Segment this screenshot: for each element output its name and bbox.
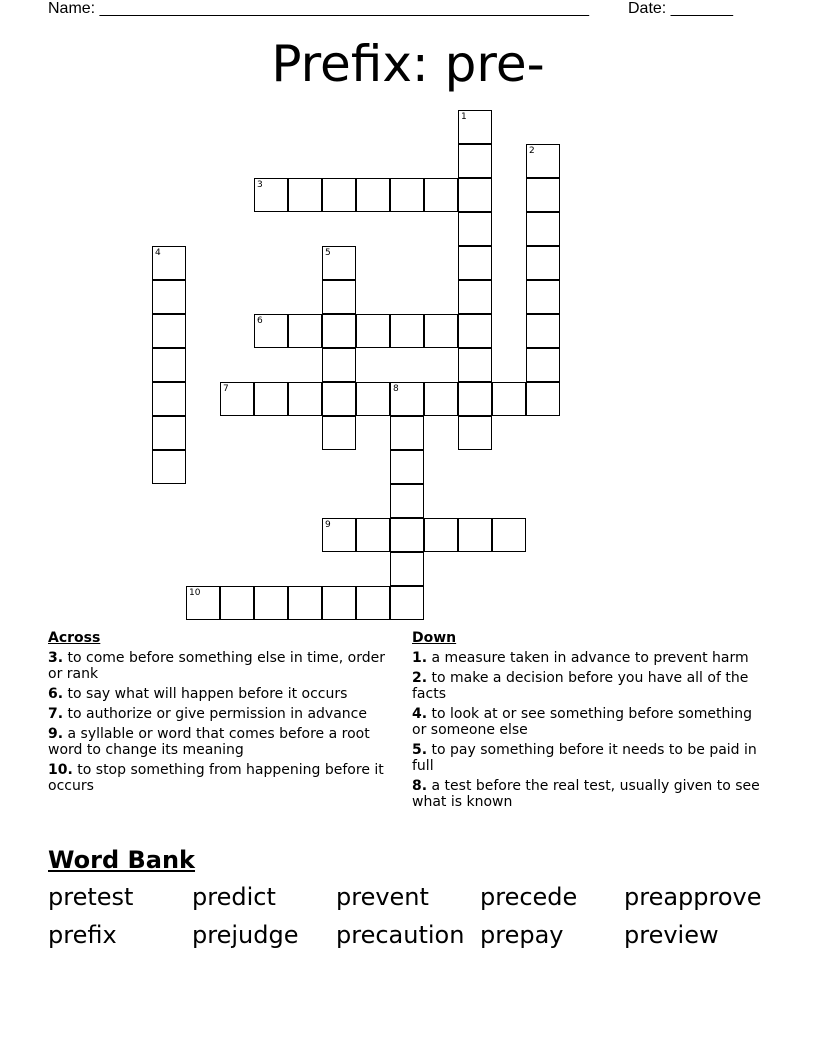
crossword-cell[interactable] — [424, 314, 458, 348]
word-bank-word: precede — [480, 883, 578, 911]
down-heading: Down — [412, 630, 457, 646]
crossword-cell[interactable] — [322, 586, 356, 620]
clue-number-label: 5 — [325, 248, 331, 258]
crossword-cell[interactable] — [322, 246, 356, 280]
crossword-cell[interactable] — [458, 144, 492, 178]
clue-number: 10. — [48, 762, 73, 778]
crossword-cell[interactable] — [390, 382, 424, 416]
crossword-cell[interactable] — [254, 586, 288, 620]
clue-number: 2. — [412, 670, 428, 686]
clue-down-1 — [412, 650, 762, 666]
crossword-cell[interactable] — [458, 382, 492, 416]
word-bank-word: prepay — [480, 921, 564, 949]
word-bank-word: prefix — [48, 921, 117, 949]
crossword-cell[interactable] — [526, 246, 560, 280]
crossword-cell[interactable] — [152, 450, 186, 484]
crossword-cell[interactable] — [526, 314, 560, 348]
crossword-cell[interactable] — [356, 586, 390, 620]
clue-number: 4. — [412, 706, 428, 722]
clue-number-label: 3 — [257, 180, 263, 190]
clue-number-label: 10 — [189, 588, 201, 598]
crossword-cell[interactable] — [424, 382, 458, 416]
clue-number-label: 8 — [393, 384, 399, 394]
crossword-cell[interactable] — [458, 280, 492, 314]
crossword-cell[interactable] — [424, 518, 458, 552]
crossword-cell[interactable] — [390, 484, 424, 518]
clue-text: a test before the real test, usually given to see what is known — [412, 778, 760, 810]
crossword-cell[interactable] — [356, 518, 390, 552]
crossword-cell[interactable] — [526, 178, 560, 212]
crossword-cell[interactable] — [322, 416, 356, 450]
word-bank-word: predict — [192, 883, 276, 911]
across-clues — [48, 630, 398, 798]
word-bank-word: preapprove — [624, 883, 762, 911]
clue-text: to make a decision before you have all of the facts — [412, 670, 749, 702]
crossword-cell[interactable] — [220, 382, 254, 416]
word-bank-title: Word Bank — [48, 846, 196, 874]
clue-across-9 — [48, 726, 398, 758]
clue-text: a syllable or word that comes before a root word to change its meaning — [48, 726, 370, 758]
crossword-cell[interactable] — [458, 110, 492, 144]
clue-number: 1. — [412, 650, 428, 666]
date-field[interactable]: Date: _______ — [628, 0, 733, 17]
crossword-cell[interactable] — [254, 382, 288, 416]
clue-across-10 — [48, 762, 398, 794]
clue-number: 9. — [48, 726, 64, 742]
crossword-cell[interactable] — [152, 416, 186, 450]
clue-across-6 — [48, 686, 398, 702]
clue-text: to stop something from happening before it occurs — [48, 762, 384, 794]
crossword-cell[interactable] — [186, 586, 220, 620]
crossword-cell[interactable] — [492, 518, 526, 552]
crossword-cell[interactable] — [390, 552, 424, 586]
clue-number: 6. — [48, 686, 64, 702]
crossword-cell[interactable] — [390, 178, 424, 212]
crossword-cell[interactable] — [458, 348, 492, 382]
clue-text: to look at or see something before something or someone else — [412, 706, 753, 738]
clue-number-label: 7 — [223, 384, 229, 394]
crossword-cell[interactable] — [424, 178, 458, 212]
crossword-cell[interactable] — [288, 314, 322, 348]
crossword-cell[interactable] — [526, 144, 560, 178]
crossword-cell[interactable] — [526, 348, 560, 382]
clue-number-label: 4 — [155, 248, 161, 258]
word-bank-word: prevent — [336, 883, 429, 911]
crossword-cell[interactable] — [288, 178, 322, 212]
clue-across-3 — [48, 650, 398, 682]
crossword-cell[interactable] — [288, 586, 322, 620]
clue-number-label: 1 — [461, 112, 467, 122]
crossword-cell[interactable] — [322, 518, 356, 552]
crossword-cell[interactable] — [390, 518, 424, 552]
clue-number: 7. — [48, 706, 64, 722]
crossword-cell[interactable] — [458, 212, 492, 246]
crossword-cell[interactable] — [458, 416, 492, 450]
crossword-cell[interactable] — [458, 314, 492, 348]
crossword-cell[interactable] — [526, 212, 560, 246]
crossword-cell[interactable] — [152, 314, 186, 348]
crossword-cell[interactable] — [492, 382, 526, 416]
clue-down-8 — [412, 778, 762, 810]
crossword-cell[interactable] — [254, 314, 288, 348]
crossword-cell[interactable] — [390, 586, 424, 620]
clue-number: 3. — [48, 650, 64, 666]
crossword-cell[interactable] — [390, 416, 424, 450]
crossword-cell[interactable] — [356, 178, 390, 212]
clue-down-5 — [412, 742, 762, 774]
clue-text: a measure taken in advance to prevent harm — [431, 650, 749, 666]
clue-down-4 — [412, 706, 762, 738]
clue-down-2 — [412, 670, 762, 702]
crossword-cell[interactable] — [152, 246, 186, 280]
clue-across-7 — [48, 706, 398, 722]
crossword-cell[interactable] — [458, 246, 492, 280]
down-clues — [412, 630, 762, 814]
word-bank-word: pretest — [48, 883, 134, 911]
crossword-cell[interactable] — [152, 280, 186, 314]
clue-text: to say what will happen before it occurs — [67, 686, 348, 702]
crossword-cell[interactable] — [390, 314, 424, 348]
crossword-cell[interactable] — [322, 314, 356, 348]
clue-number: 5. — [412, 742, 428, 758]
crossword-cell[interactable] — [390, 450, 424, 484]
crossword-cell[interactable] — [526, 280, 560, 314]
crossword-cell[interactable] — [458, 518, 492, 552]
crossword-cell[interactable] — [458, 178, 492, 212]
clue-number-label: 2 — [529, 146, 535, 156]
crossword-cell[interactable] — [356, 382, 390, 416]
page-title: Prefix: pre- — [271, 35, 545, 93]
clue-number-label: 9 — [325, 520, 331, 530]
crossword-cell[interactable] — [322, 280, 356, 314]
clue-text: to authorize or give permission in advance — [67, 706, 367, 722]
crossword-cell[interactable] — [288, 382, 322, 416]
across-heading: Across — [48, 630, 101, 646]
crossword-cell[interactable] — [322, 382, 356, 416]
crossword-cell[interactable] — [356, 314, 390, 348]
crossword-cell[interactable] — [152, 348, 186, 382]
clue-text: to pay something before it needs to be paid in full — [412, 742, 757, 774]
word-bank-word: preview — [624, 921, 719, 949]
clue-text: to come before something else in time, order or rank — [48, 650, 385, 682]
crossword-cell[interactable] — [322, 348, 356, 382]
word-bank-word: precaution — [336, 921, 465, 949]
clue-number: 8. — [412, 778, 428, 794]
word-bank-word: prejudge — [192, 921, 299, 949]
name-field[interactable]: Name: _______________________________________________________ — [48, 0, 589, 17]
crossword-cell[interactable] — [152, 382, 186, 416]
crossword-cell[interactable] — [526, 382, 560, 416]
crossword-cell[interactable] — [220, 586, 254, 620]
crossword-cell[interactable] — [322, 178, 356, 212]
clue-number-label: 6 — [257, 316, 263, 326]
crossword-cell[interactable] — [254, 178, 288, 212]
